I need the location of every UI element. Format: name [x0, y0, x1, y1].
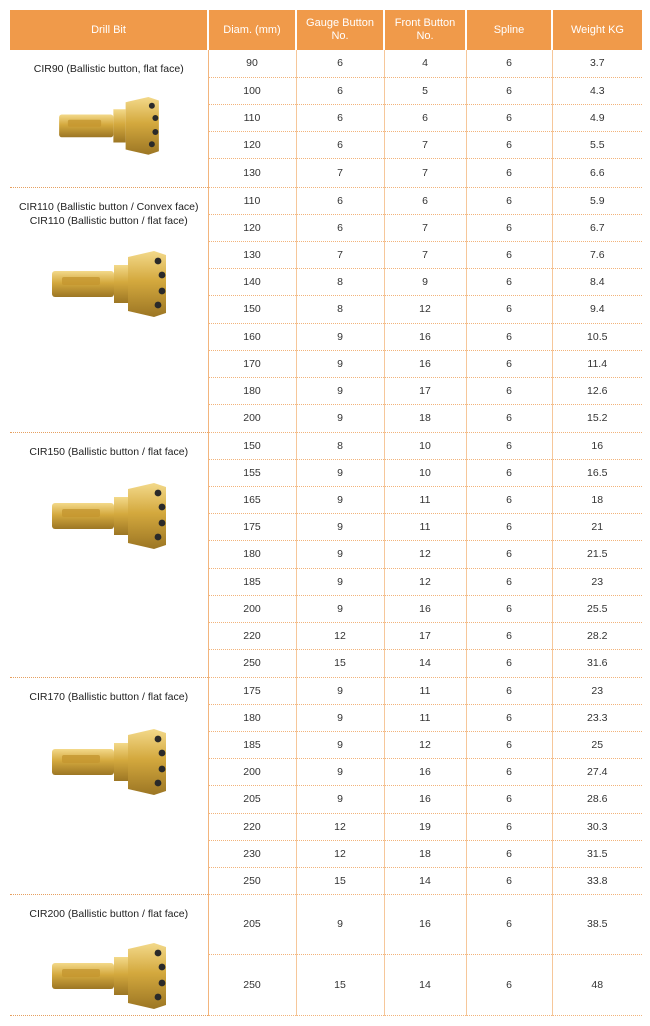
diameter-cell: 110 [208, 187, 296, 214]
weight-cell: 38.5 [552, 894, 642, 955]
spline-cell: 6 [466, 785, 552, 813]
weight-cell: 28.2 [552, 622, 642, 649]
gauge-button-cell: 6 [296, 131, 384, 158]
front-button-cell: 12 [384, 540, 466, 568]
weight-cell: 16.5 [552, 459, 642, 486]
gauge-button-cell: 9 [296, 677, 384, 704]
spline-cell: 6 [466, 268, 552, 295]
diameter-cell: 120 [208, 214, 296, 241]
front-button-cell: 4 [384, 50, 466, 77]
spec-table-container [10, 10, 642, 1016]
weight-cell: 21.5 [552, 540, 642, 568]
front-button-cell: 11 [384, 704, 466, 731]
spline-cell: 6 [466, 104, 552, 131]
weight-cell: 4.9 [552, 104, 642, 131]
diameter-cell: 130 [208, 241, 296, 268]
spline-cell: 6 [466, 955, 552, 1016]
front-button-cell: 6 [384, 104, 466, 131]
drill-bit-cell [10, 50, 208, 187]
weight-cell: 10.5 [552, 323, 642, 350]
weight-cell: 9.4 [552, 295, 642, 323]
gauge-button-cell: 6 [296, 50, 384, 77]
diameter-cell: 180 [208, 377, 296, 404]
weight-cell: 23 [552, 677, 642, 704]
gauge-button-cell: 9 [296, 785, 384, 813]
gauge-button-cell: 8 [296, 295, 384, 323]
diameter-cell: 140 [208, 268, 296, 295]
spline-cell: 6 [466, 731, 552, 758]
spline-cell: 6 [466, 677, 552, 704]
gauge-button-cell: 9 [296, 486, 384, 513]
diameter-cell: 130 [208, 158, 296, 187]
weight-cell: 6.7 [552, 214, 642, 241]
spline-cell: 6 [466, 540, 552, 568]
front-button-cell: 6 [384, 187, 466, 214]
spline-cell: 6 [466, 486, 552, 513]
spline-cell: 6 [466, 50, 552, 77]
gauge-button-cell: 6 [296, 104, 384, 131]
weight-cell: 23 [552, 568, 642, 595]
diameter-cell: 250 [208, 955, 296, 1016]
drill-bit-icon [34, 473, 184, 557]
front-button-cell: 5 [384, 77, 466, 104]
gauge-button-cell: 8 [296, 432, 384, 459]
drill-bit-label: CIR110 (Ballistic button / flat face) [29, 214, 188, 227]
gauge-button-cell: 9 [296, 350, 384, 377]
header-weight: Weight KG [552, 10, 642, 50]
table-row [10, 432, 642, 459]
front-button-cell: 16 [384, 894, 466, 955]
spline-cell: 6 [466, 595, 552, 622]
front-button-cell: 16 [384, 758, 466, 785]
diameter-cell: 180 [208, 540, 296, 568]
front-button-cell: 17 [384, 377, 466, 404]
gauge-button-cell: 9 [296, 568, 384, 595]
drill-bit-cell [10, 432, 208, 677]
gauge-button-cell: 9 [296, 595, 384, 622]
gauge-button-cell: 15 [296, 867, 384, 894]
diameter-cell: 100 [208, 77, 296, 104]
table-row [10, 894, 642, 955]
front-button-cell: 11 [384, 513, 466, 540]
weight-cell: 27.4 [552, 758, 642, 785]
weight-cell: 21 [552, 513, 642, 540]
diameter-cell: 175 [208, 677, 296, 704]
weight-cell: 25.5 [552, 595, 642, 622]
diameter-cell: 175 [208, 513, 296, 540]
weight-cell: 33.8 [552, 867, 642, 894]
diameter-cell: 150 [208, 295, 296, 323]
diameter-cell: 250 [208, 649, 296, 677]
spline-cell: 6 [466, 77, 552, 104]
diameter-cell: 200 [208, 404, 296, 432]
weight-cell: 4.3 [552, 77, 642, 104]
gauge-button-cell: 6 [296, 77, 384, 104]
diameter-cell: 120 [208, 131, 296, 158]
spline-cell: 6 [466, 813, 552, 840]
weight-cell: 5.9 [552, 187, 642, 214]
spline-cell: 6 [466, 758, 552, 785]
spline-cell: 6 [466, 840, 552, 867]
drill-bit-icon [34, 90, 184, 160]
spline-cell: 6 [466, 622, 552, 649]
spline-cell: 6 [466, 867, 552, 894]
gauge-button-cell: 9 [296, 704, 384, 731]
front-button-cell: 12 [384, 295, 466, 323]
weight-cell: 48 [552, 955, 642, 1016]
weight-cell: 12.6 [552, 377, 642, 404]
gauge-button-cell: 9 [296, 323, 384, 350]
gauge-button-cell: 9 [296, 377, 384, 404]
drill-bit-cell [10, 187, 208, 432]
drill-bit-label: CIR90 (Ballistic button, flat face) [33, 63, 184, 75]
front-button-cell: 9 [384, 268, 466, 295]
drill-bit-spec-table [10, 10, 642, 1016]
table-row [10, 50, 642, 77]
drill-bit-icon [34, 242, 184, 324]
front-button-cell: 14 [384, 867, 466, 894]
front-button-cell: 16 [384, 323, 466, 350]
header-front-button: Front Button No. [384, 10, 466, 50]
weight-cell: 25 [552, 731, 642, 758]
spline-cell: 6 [466, 377, 552, 404]
table-body [10, 50, 642, 1015]
spline-cell: 6 [466, 404, 552, 432]
drill-bit-cell [10, 677, 208, 894]
gauge-button-cell: 6 [296, 187, 384, 214]
weight-cell: 16 [552, 432, 642, 459]
front-button-cell: 14 [384, 955, 466, 1016]
diameter-cell: 110 [208, 104, 296, 131]
diameter-cell: 150 [208, 432, 296, 459]
spline-cell: 6 [466, 894, 552, 955]
diameter-cell: 200 [208, 758, 296, 785]
gauge-button-cell: 9 [296, 731, 384, 758]
weight-cell: 5.5 [552, 131, 642, 158]
front-button-cell: 16 [384, 350, 466, 377]
gauge-button-cell: 9 [296, 758, 384, 785]
diameter-cell: 185 [208, 731, 296, 758]
weight-cell: 11.4 [552, 350, 642, 377]
front-button-cell: 7 [384, 158, 466, 187]
diameter-cell: 200 [208, 595, 296, 622]
front-button-cell: 7 [384, 241, 466, 268]
diameter-cell: 170 [208, 350, 296, 377]
spline-cell: 6 [466, 704, 552, 731]
diameter-cell: 90 [208, 50, 296, 77]
front-button-cell: 12 [384, 731, 466, 758]
front-button-cell: 10 [384, 459, 466, 486]
diameter-cell: 250 [208, 867, 296, 894]
front-button-cell: 16 [384, 785, 466, 813]
front-button-cell: 11 [384, 486, 466, 513]
front-button-cell: 7 [384, 131, 466, 158]
gauge-button-cell: 7 [296, 241, 384, 268]
diameter-cell: 220 [208, 813, 296, 840]
diameter-cell: 165 [208, 486, 296, 513]
table-row [10, 187, 642, 214]
weight-cell: 7.6 [552, 241, 642, 268]
header-drill-bit: Drill Bit [10, 10, 208, 50]
front-button-cell: 12 [384, 568, 466, 595]
spline-cell: 6 [466, 131, 552, 158]
diameter-cell: 180 [208, 704, 296, 731]
spline-cell: 6 [466, 241, 552, 268]
front-button-cell: 10 [384, 432, 466, 459]
gauge-button-cell: 15 [296, 955, 384, 1016]
front-button-cell: 14 [384, 649, 466, 677]
table-header [10, 10, 642, 50]
drill-bit-icon [34, 718, 184, 804]
front-button-cell: 16 [384, 595, 466, 622]
front-button-cell: 7 [384, 214, 466, 241]
weight-cell: 28.6 [552, 785, 642, 813]
gauge-button-cell: 9 [296, 459, 384, 486]
diameter-cell: 205 [208, 894, 296, 955]
header-diameter: Diam. (mm) [208, 10, 296, 50]
gauge-button-cell: 9 [296, 513, 384, 540]
front-button-cell: 17 [384, 622, 466, 649]
gauge-button-cell: 9 [296, 894, 384, 955]
spline-cell: 6 [466, 295, 552, 323]
gauge-button-cell: 15 [296, 649, 384, 677]
weight-cell: 31.5 [552, 840, 642, 867]
spline-cell: 6 [466, 459, 552, 486]
header-row [10, 10, 642, 50]
header-spline: Spline [466, 10, 552, 50]
drill-bit-label: CIR110 (Ballistic button / Convex face) [18, 200, 199, 213]
gauge-button-cell: 12 [296, 840, 384, 867]
gauge-button-cell: 8 [296, 268, 384, 295]
weight-cell: 18 [552, 486, 642, 513]
header-gauge-button: Gauge Button No. [296, 10, 384, 50]
gauge-button-cell: 9 [296, 404, 384, 432]
weight-cell: 3.7 [552, 50, 642, 77]
weight-cell: 30.3 [552, 813, 642, 840]
gauge-button-cell: 12 [296, 622, 384, 649]
weight-cell: 31.6 [552, 649, 642, 677]
gauge-button-cell: 6 [296, 214, 384, 241]
front-button-cell: 19 [384, 813, 466, 840]
weight-cell: 15.2 [552, 404, 642, 432]
front-button-cell: 18 [384, 404, 466, 432]
drill-bit-cell [10, 894, 208, 1015]
spline-cell: 6 [466, 187, 552, 214]
weight-cell: 23.3 [552, 704, 642, 731]
spline-cell: 6 [466, 214, 552, 241]
weight-cell: 8.4 [552, 268, 642, 295]
front-button-cell: 18 [384, 840, 466, 867]
drill-bit-icon [34, 935, 184, 1015]
diameter-cell: 185 [208, 568, 296, 595]
diameter-cell: 155 [208, 459, 296, 486]
spline-cell: 6 [466, 323, 552, 350]
drill-bit-label: CIR150 (Ballistic button / flat face) [29, 445, 189, 458]
diameter-cell: 220 [208, 622, 296, 649]
spline-cell: 6 [466, 432, 552, 459]
diameter-cell: 205 [208, 785, 296, 813]
table-row [10, 677, 642, 704]
drill-bit-label: CIR170 (Ballistic button / flat face) [29, 690, 189, 703]
spline-cell: 6 [466, 513, 552, 540]
spline-cell: 6 [466, 649, 552, 677]
gauge-button-cell: 12 [296, 813, 384, 840]
front-button-cell: 11 [384, 677, 466, 704]
gauge-button-cell: 7 [296, 158, 384, 187]
weight-cell: 6.6 [552, 158, 642, 187]
diameter-cell: 230 [208, 840, 296, 867]
gauge-button-cell: 9 [296, 540, 384, 568]
drill-bit-label: CIR200 (Ballistic button / flat face) [29, 907, 189, 920]
spline-cell: 6 [466, 350, 552, 377]
spline-cell: 6 [466, 158, 552, 187]
spline-cell: 6 [466, 568, 552, 595]
diameter-cell: 160 [208, 323, 296, 350]
